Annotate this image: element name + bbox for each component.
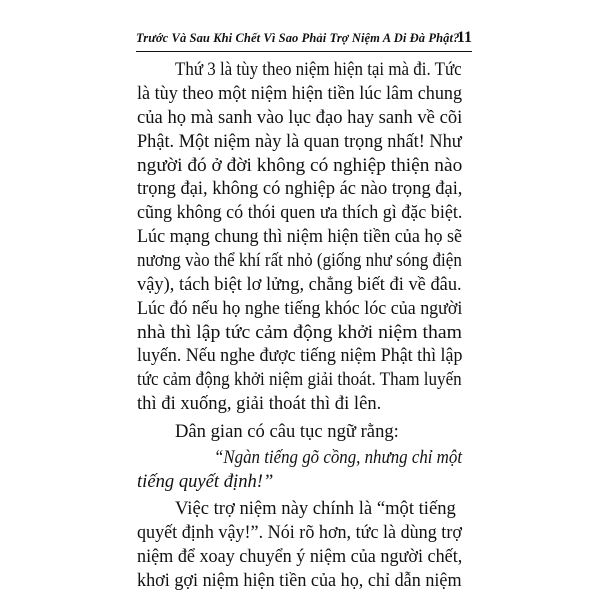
- text-line: tức cảm động khởi niệm giải thoát. Tham luyến: [137, 369, 462, 391]
- text-line: Việc trợ niệm này chính là “một tiếng: [175, 498, 456, 520]
- text-line: niệm để xoay chuyển ý niệm của người chết,: [137, 546, 463, 568]
- text-line: nương vào thể khí rất nhỏ (giống như sóng điện: [137, 250, 462, 271]
- text-line: quyết định vậy!”. Nói rõ hơn, tức là dùng trợ: [137, 522, 462, 544]
- quote-line: tiếng quyết định!”: [137, 471, 274, 492]
- text-line: luyến. Nếu nghe được tiếng niệm Phật thì lập: [137, 345, 463, 367]
- text-line: thì đi xuống, giải thoát thì đi lên.: [137, 393, 382, 415]
- text-line: cũng không có thói quen ưa thích gì đặc biệt.: [137, 202, 463, 224]
- page-number: 11: [456, 29, 472, 46]
- quote-line: “Ngàn tiếng gõ cồng, nhưng chỉ một: [214, 447, 463, 469]
- text-line: của họ mà sanh vào lục đạo hay sanh về cõi: [137, 106, 463, 128]
- text-line: Thứ 3 là tùy theo niệm hiện tại mà đi. Tức: [175, 59, 462, 80]
- running-head: [136, 29, 476, 51]
- text-line: trọng đại, không có nghiệp ác nào trọng đại,: [137, 178, 463, 200]
- header-rule: [136, 51, 472, 52]
- running-title: Trước Và Sau Khi Chết Vì Sao Phải Trợ Niệm A Di Đà Phật?: [136, 31, 460, 45]
- text-line: Lúc đó nếu họ nghe tiếng khóc lóc của người: [137, 297, 463, 319]
- text-line: khơi gợi niệm hiện tiền của họ, chỉ dẫn niệm: [137, 570, 462, 591]
- text-line: là tùy theo một niệm hiện tiền lúc lâm chung: [137, 82, 463, 104]
- text-line: Lúc mạng chung thì niệm hiện tiền của họ sẽ: [137, 226, 463, 248]
- text-line: nhà thì lập tức cảm động khởi niệm tham: [137, 321, 462, 343]
- text-line: vậy), tách biệt lơ lửng, chẳng biết đi về đâu.: [137, 273, 462, 295]
- text-line: người đó ở đời không có nghiệp thiện nào: [137, 154, 463, 176]
- text-line: Dân gian có câu tục ngữ rằng:: [175, 420, 399, 442]
- text-line: Phật. Một niệm này là quan trọng nhất! Như: [137, 130, 462, 152]
